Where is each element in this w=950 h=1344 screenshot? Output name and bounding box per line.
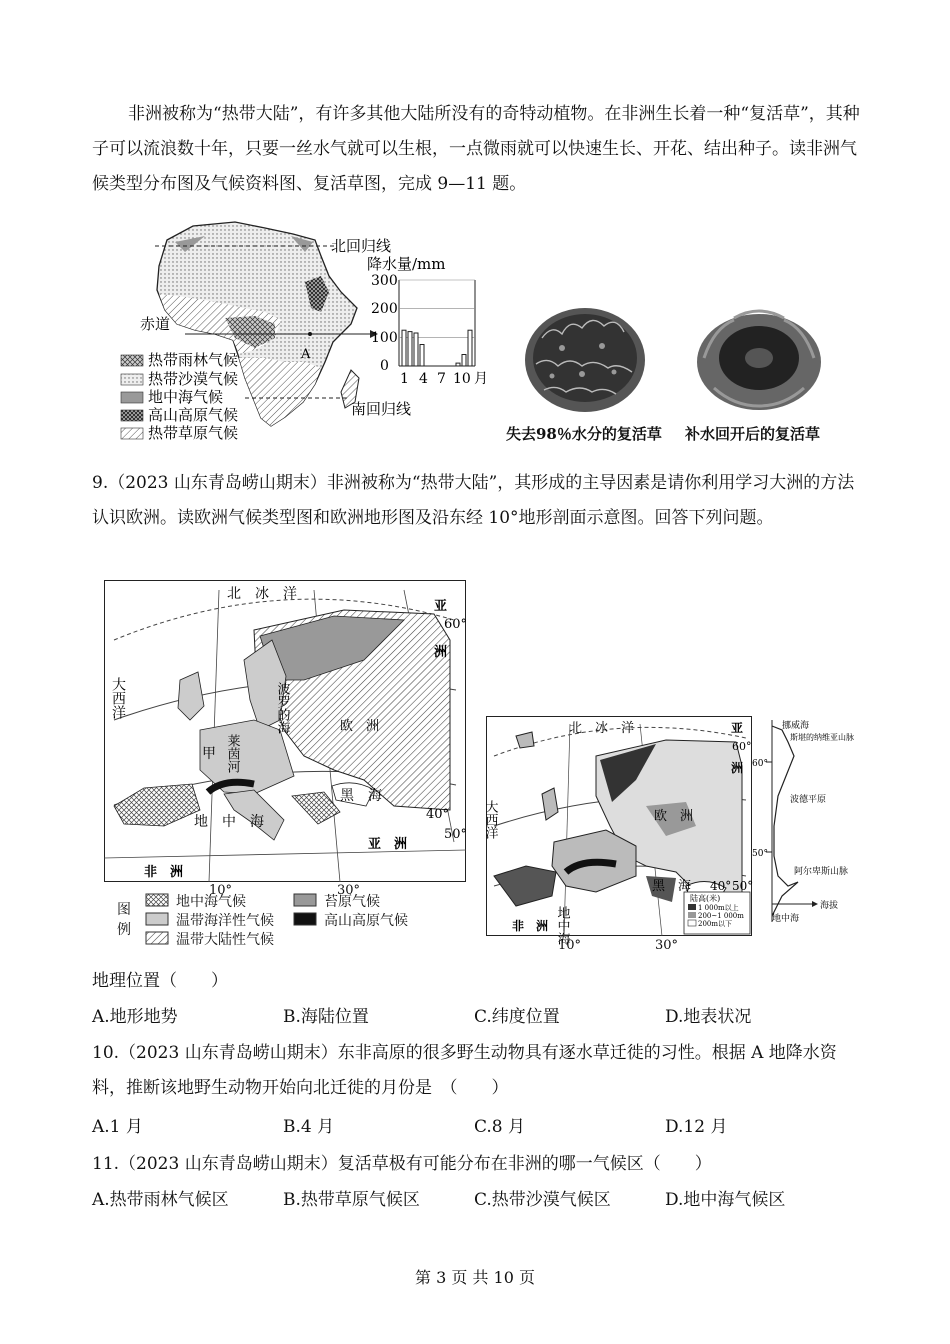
precip-bar-1 [402, 330, 406, 366]
xtick-7: 7 [437, 371, 446, 387]
ec-legend-mediterranean: 地中海气候 [176, 894, 246, 910]
precip-bar-12 [468, 330, 472, 366]
profile-polish-plain: 波德平原 [790, 795, 827, 805]
precip-bar-4 [420, 345, 424, 367]
ytick-100: 100 [371, 330, 398, 346]
precip-bar-2 [408, 332, 412, 366]
terrain-profile [752, 716, 852, 926]
profile-scandinavian: 斯堪的纳维亚山脉 [790, 733, 854, 742]
precipitation-chart [365, 255, 490, 390]
tropic-capricorn-label: 南回归线 [351, 400, 412, 418]
et-lat60: 60° [732, 740, 752, 753]
q9-option-b[interactable]: B.海陆位置 [283, 1007, 369, 1027]
et-legend-mid: 200~1 000m [698, 912, 744, 920]
q11-option-b[interactable]: B.热带草原气候区 [283, 1190, 420, 1210]
q10-option-a[interactable]: A.1 月 [92, 1117, 143, 1137]
et-black-sea: 黑 海 [652, 879, 692, 894]
q10-stem: 10.（2023 山东青岛崂山期末）东非高原的很多野生动物具有逐水草迁徙的习性。根据 A 地降水资料，推断该地野生动物开始向北迁徙的月份是 （ ） [92, 1043, 837, 1098]
ec-black-sea: 黑 海 [340, 788, 382, 804]
xtick-10: 10 [453, 371, 471, 387]
ec-legend-continental: 温带大陆性气候 [176, 932, 274, 948]
ec-europe: 欧 洲 [340, 719, 380, 734]
et-legend-title: 陆高(米) [690, 894, 721, 903]
legend-savanna: 热带草原气候 [148, 424, 239, 442]
q11-option-c[interactable]: C.热带沙漠气候区 [474, 1190, 611, 1210]
q9-stem-tail: 地理位置（ ） [92, 971, 228, 991]
et-lat40: 40° [710, 879, 732, 893]
ec-legend-tundra: 苔原气候 [324, 894, 380, 910]
et-legend-low: 200m以下 [698, 920, 732, 928]
ec-legend-highland: 高山高原气候 [324, 913, 408, 929]
legend-rainforest: 热带雨林气候 [148, 351, 239, 369]
ec-asia-south: 亚 洲 [368, 837, 408, 852]
europe-climate-map [104, 580, 466, 882]
xtick-month: 月 [474, 371, 488, 387]
q11-option-d[interactable]: D.地中海气候区 [665, 1190, 786, 1210]
q11-stem: 11.（2023 山东青岛崂山期末）复活草极有可能分布在非洲的哪一气候区（ ） [92, 1154, 712, 1174]
ec-lat60: 60° [444, 617, 468, 632]
ec-atlantic: 大西洋 [110, 677, 126, 719]
et-lat50: 50° [732, 879, 754, 893]
ec-lat50: 50° [444, 827, 468, 842]
ec-asia2: 洲 [434, 645, 448, 660]
et-legend-high: 1 000m以上 [698, 904, 739, 912]
q9-option-c[interactable]: C.纬度位置 [474, 1007, 560, 1027]
et-europe: 欧 洲 [654, 809, 694, 824]
ec-africa: 非 洲 [144, 865, 184, 880]
q9-stem: 9.（2023 山东青岛崂山期末）非洲被称为“热带大陆”，其形成的主导因素是请你利用学习大洲的方法认识欧洲。读欧洲气候类型图和欧洲地形图及沿东经 10°地形剖面示意图。回答下列问题。 [92, 473, 855, 528]
ec-jia: 甲 [202, 746, 216, 762]
revived-grass-photo [694, 298, 824, 416]
ec-lat40: 40° [426, 807, 450, 822]
et-lon30: 30° [655, 938, 679, 953]
ec-lon30: 30° [337, 883, 361, 898]
q10-option-b[interactable]: B.4 月 [283, 1117, 335, 1137]
profile-lat50: 50° [752, 849, 768, 859]
ec-baltic: 波罗的海 [274, 682, 290, 734]
profile-med: 地中海 [772, 914, 800, 924]
q11-option-a[interactable]: A.热带雨林气候区 [92, 1190, 229, 1210]
legend-highland: 高山高原气候 [148, 406, 239, 424]
ytick-300: 300 [371, 273, 398, 289]
equator-label: 赤道 [140, 315, 171, 333]
ec-north-ocean: 北 冰 洋 [227, 586, 297, 602]
ec-legend-maritime: 温带海洋性气候 [176, 913, 274, 929]
legend-mediterranean: 地中海气候 [148, 388, 224, 406]
profile-altitude: 海拔 [820, 901, 839, 911]
tropic-cancer-label: 北回归线 [331, 237, 392, 255]
revived-grass-caption: 补水回开后的复活草 [685, 425, 821, 443]
et-asia: 亚 [731, 721, 744, 735]
ec-rhine: 莱茵河 [224, 734, 240, 773]
profile-lat60: 60° [752, 759, 768, 769]
precip-ylabel: 降水量/mm [367, 255, 446, 273]
et-atlantic: 大西洋 [482, 800, 498, 839]
et-med: 地中海 [554, 906, 570, 945]
precip-bar-10 [456, 363, 460, 366]
xtick-1: 1 [400, 371, 409, 387]
et-africa: 非 洲 [512, 919, 549, 933]
ec-asia: 亚 [434, 599, 448, 614]
q10-option-c[interactable]: C.8 月 [474, 1117, 526, 1137]
dry-grass-caption: 失去98％水分的复活草 [506, 425, 662, 443]
xtick-4: 4 [419, 371, 428, 387]
q10-option-d[interactable]: D.12 月 [665, 1117, 728, 1137]
ec-lon10: 10° [209, 883, 233, 898]
europe-terrain-map [482, 716, 754, 945]
legend-desert: 热带沙漠气候 [148, 370, 239, 388]
et-asia2: 洲 [731, 761, 744, 775]
et-lon10: 10° [558, 938, 582, 953]
q9-option-d[interactable]: D.地表状况 [665, 1007, 752, 1027]
ytick-0: 0 [380, 358, 389, 374]
precip-bar-3 [414, 333, 418, 366]
dry-grass-photo [522, 298, 648, 416]
page-footer: 第 3 页 共 10 页 [415, 1268, 535, 1287]
ec-med: 地 中 海 [194, 814, 264, 830]
point-a-label: A [301, 347, 311, 362]
precip-bar-11 [462, 355, 466, 367]
profile-norwegian-sea: 挪威海 [782, 721, 810, 731]
ytick-200: 200 [371, 301, 398, 317]
ec-legend-title: 图例 [117, 902, 131, 938]
profile-alps: 阿尔卑斯山脉 [794, 867, 849, 877]
intro-paragraph: 非洲被称为“热带大陆”，有许多其他大陆所没有的奇特动植物。在非洲生长着一种“复活草”，其种子可以流浪数十年，只要一丝水气就可以生根，一点微雨就可以快速生长、开花、结出种子。读非洲气候类型分布图及气候资料图、复活草图，完成 9—11 题。 [92, 104, 860, 194]
q9-option-a[interactable]: A.地形地势 [92, 1007, 178, 1027]
et-north-ocean: 北 冰 洋 [569, 721, 635, 736]
